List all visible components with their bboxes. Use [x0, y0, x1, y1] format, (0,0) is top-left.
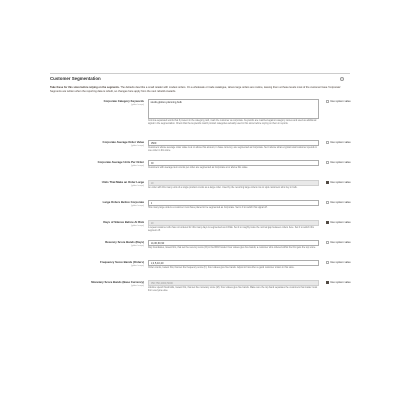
monetary-bands-input[interactable]	[148, 280, 319, 286]
use-system-checkbox[interactable]	[326, 221, 329, 224]
use-system-value[interactable]: Use system value	[326, 221, 351, 225]
use-system-checkbox[interactable]	[326, 181, 329, 184]
scope-label: [global scope]	[131, 224, 144, 227]
field-label: Days of Silence Before At Risk [global scope]	[50, 221, 144, 227]
frequency-bands-input[interactable]	[148, 260, 319, 266]
customer-segmentation-section	[50, 73, 350, 310]
corporate-avg-units-input[interactable]	[148, 160, 319, 166]
field-corporate-avg-units	[50, 160, 350, 180]
section-intro	[50, 86, 346, 93]
recency-bands-input[interactable]	[148, 240, 319, 246]
use-system-checkbox[interactable]	[326, 241, 329, 244]
use-system-value[interactable]: Use system value	[326, 181, 351, 185]
field-frequency-bands	[50, 260, 350, 280]
use-system-value[interactable]: Use system value	[326, 201, 351, 205]
use-system-value[interactable]: Use system value	[326, 261, 351, 265]
field-note: An order with this many units of a single product counts as a large order. Used by the recurring large orders rule to spot customers who buy in bulk.	[148, 187, 298, 190]
large-order-units-input[interactable]	[148, 180, 319, 186]
corporate-keywords-textarea[interactable]	[148, 99, 319, 119]
large-orders-before-corporate-input[interactable]	[148, 200, 319, 206]
use-system-checkbox[interactable]	[326, 201, 329, 204]
scope-label: [global scope]	[131, 103, 144, 106]
field-note: Comma-separated words that if present in the category path, mark the customer as corporate. Keywords are matched against category names and used as additional signal in the segmentation. Check that the keywords match product categories actually used in this store before relying on them in reports.	[148, 120, 317, 126]
field-note: Customers whose average order value is at or above this amount, in base currency, are segmented as Corporate. Set it above what a typical retail customer spends in one order in this store.	[148, 147, 317, 153]
scope-label: [global scope]	[131, 264, 144, 267]
field-label: Frequency Score Bands (Orders) [global scope]	[50, 261, 144, 267]
use-system-checkbox[interactable]	[326, 261, 329, 264]
use-system-value[interactable]: Use system value	[326, 281, 351, 285]
scope-label: [global scope]	[131, 184, 144, 187]
use-system-value[interactable]: Use system value	[326, 100, 351, 104]
field-label: Corporate Average Order Value [global scope]	[50, 141, 144, 147]
field-corporate-avg-order-value	[50, 140, 350, 160]
field-note: Order counts, lowest first, that set the frequency score (F). Four values give five bands. Adjust to how often a good customer orders in this store.	[148, 267, 295, 270]
field-days-before-at-risk	[50, 220, 350, 240]
field-note: Customers with average item counts per order are segmented as Corporate at or above this value.	[148, 167, 249, 170]
section-header[interactable]	[50, 76, 350, 86]
field-label: Corporate Category Keywords [global scope]	[50, 100, 144, 106]
field-label: Corporate Average Units Per Order [global scope]	[50, 161, 144, 167]
field-large-order-units	[50, 180, 350, 200]
field-label: Monetary Score Bands (Base Currency) [global scope]	[50, 281, 144, 287]
field-note: Day boundaries, lowest first, that set the recency score (R) in the RFM model. Four values give five bands; a customer who ordered within the first gets the top score.	[148, 247, 316, 250]
scope-label: [global scope]	[131, 284, 144, 287]
use-system-checkbox[interactable]	[326, 100, 329, 103]
field-note: A repeat customer who has not ordered for this many days is segmented as At Risk. Set it to roughly twice the normal gap between orders here. Set 0 to switch this segment off.	[148, 227, 314, 233]
field-note: Lifetime spend thresholds, lowest first, that set the monetary score (M). Four values give five bands. Make sure the top band separates the customers that matter most from everyone else.	[148, 287, 318, 293]
corporate-avg-order-value-input[interactable]	[148, 140, 319, 146]
scope-label: [global scope]	[131, 244, 144, 247]
intro-text: The defaults describe a small retailer with modest orders. On a wholesale or trade catalogue, where large orders are routine, leaving them at these levels most of the customer base 'Corporate'. Segments are written when the reporting data is rebuilt, so changes here apply from the next rebuild onwards.	[50, 86, 342, 93]
section-title: Customer Segmentation	[50, 76, 101, 81]
use-system-checkbox[interactable]	[326, 141, 329, 144]
field-label: Recency Score Bands (Days) [global scope]	[50, 241, 144, 247]
use-system-checkbox[interactable]	[326, 161, 329, 164]
field-label: Large Orders Before Corporate [global scope]	[50, 201, 144, 207]
field-corporate-keywords	[50, 99, 350, 140]
use-system-value[interactable]: Use system value	[326, 141, 351, 145]
scope-label: [global scope]	[131, 144, 144, 147]
days-before-at-risk-input[interactable]	[148, 220, 319, 226]
field-large-orders-before-corporate	[50, 200, 350, 220]
field-recency-bands	[50, 240, 350, 260]
scope-label: [global scope]	[131, 164, 144, 167]
scope-label: [global scope]	[131, 204, 144, 207]
use-system-checkbox[interactable]	[326, 281, 329, 284]
use-system-value[interactable]: Use system value	[326, 161, 351, 165]
collapse-icon[interactable]: ⌃	[341, 77, 344, 81]
field-note: How many large orders a customer must have placed to be segmented as Corporate. Set to 0 to switch this signal off.	[148, 207, 268, 210]
field-label: Units That Make an Order Large [global scope]	[50, 181, 144, 187]
use-system-value[interactable]: Use system value	[326, 241, 351, 245]
intro-bold: Take these for this store before relying on the segments.	[50, 86, 120, 89]
field-monetary-bands	[50, 280, 350, 310]
